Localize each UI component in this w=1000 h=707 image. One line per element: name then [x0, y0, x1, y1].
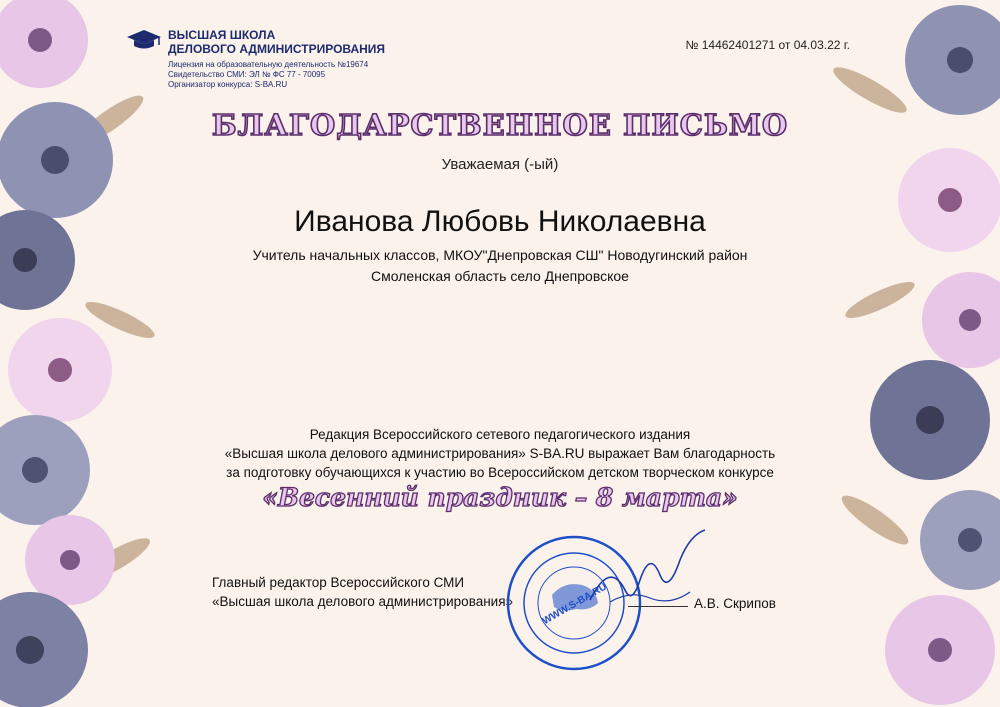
header-block	[126, 28, 385, 90]
handwritten-signature	[580, 520, 720, 630]
recipient-name: Иванова Любовь Николаевна	[294, 205, 706, 238]
signer-role	[212, 573, 513, 611]
graduation-cap-icon	[126, 28, 162, 52]
org-name-line2: ДЕЛОВОГО АДМИНИСТРИРОВАНИЯ	[168, 42, 386, 56]
page-title: БЛАГОДАРСТВЕННОЕ ПИСЬМО	[211, 108, 789, 142]
recipient-position-line2: Смоленская область село Днепровское	[371, 268, 629, 284]
organizer-text: Организатор конкурса: S-BA.RU	[168, 80, 288, 89]
right-flower-decoration	[830, 0, 1000, 707]
greeting: Уважаемая (-ый)	[441, 156, 559, 173]
recipient-position-line1: Учитель начальных классов, МКОУ"Днепровская СШ" Новодугинский район	[252, 247, 748, 263]
license-text: Лицензия на образовательную деятельность №19674	[168, 60, 369, 69]
body-line3: за подготовку обучающихся к участию во Всероссийском детском творческом конкурсе	[226, 465, 774, 480]
svg-text:WWW.S-BA.RU: WWW.S-BA.RU	[540, 581, 609, 628]
body-line2: «Высшая школа делового администрирования» S-BA.RU выражает Вам благодарность	[224, 446, 776, 461]
signer-role-line2: «Высшая школа делового администрирования»	[212, 594, 514, 609]
signature-line	[628, 606, 688, 607]
document-number: № 14462401271 от 04.03.22 г.	[685, 38, 850, 52]
logo	[126, 28, 385, 56]
org-name-line1: ВЫСШАЯ ШКОЛА	[168, 28, 276, 42]
contest-name: «Весенний праздник – 8 марта»	[262, 483, 738, 512]
left-flower-decoration	[0, 0, 160, 707]
body-text	[0, 425, 1000, 482]
signer-name: А.В. Скрипов	[694, 596, 776, 611]
signer-role-line1: Главный редактор Всероссийского СМИ	[212, 575, 465, 590]
body-line1: Редакция Всероссийского сетевого педагогического издания	[309, 427, 691, 442]
certificate-text: Свидетельство СМИ: ЭЛ № ФС 77 - 70095	[168, 70, 326, 79]
flower-cluster	[0, 0, 115, 707]
